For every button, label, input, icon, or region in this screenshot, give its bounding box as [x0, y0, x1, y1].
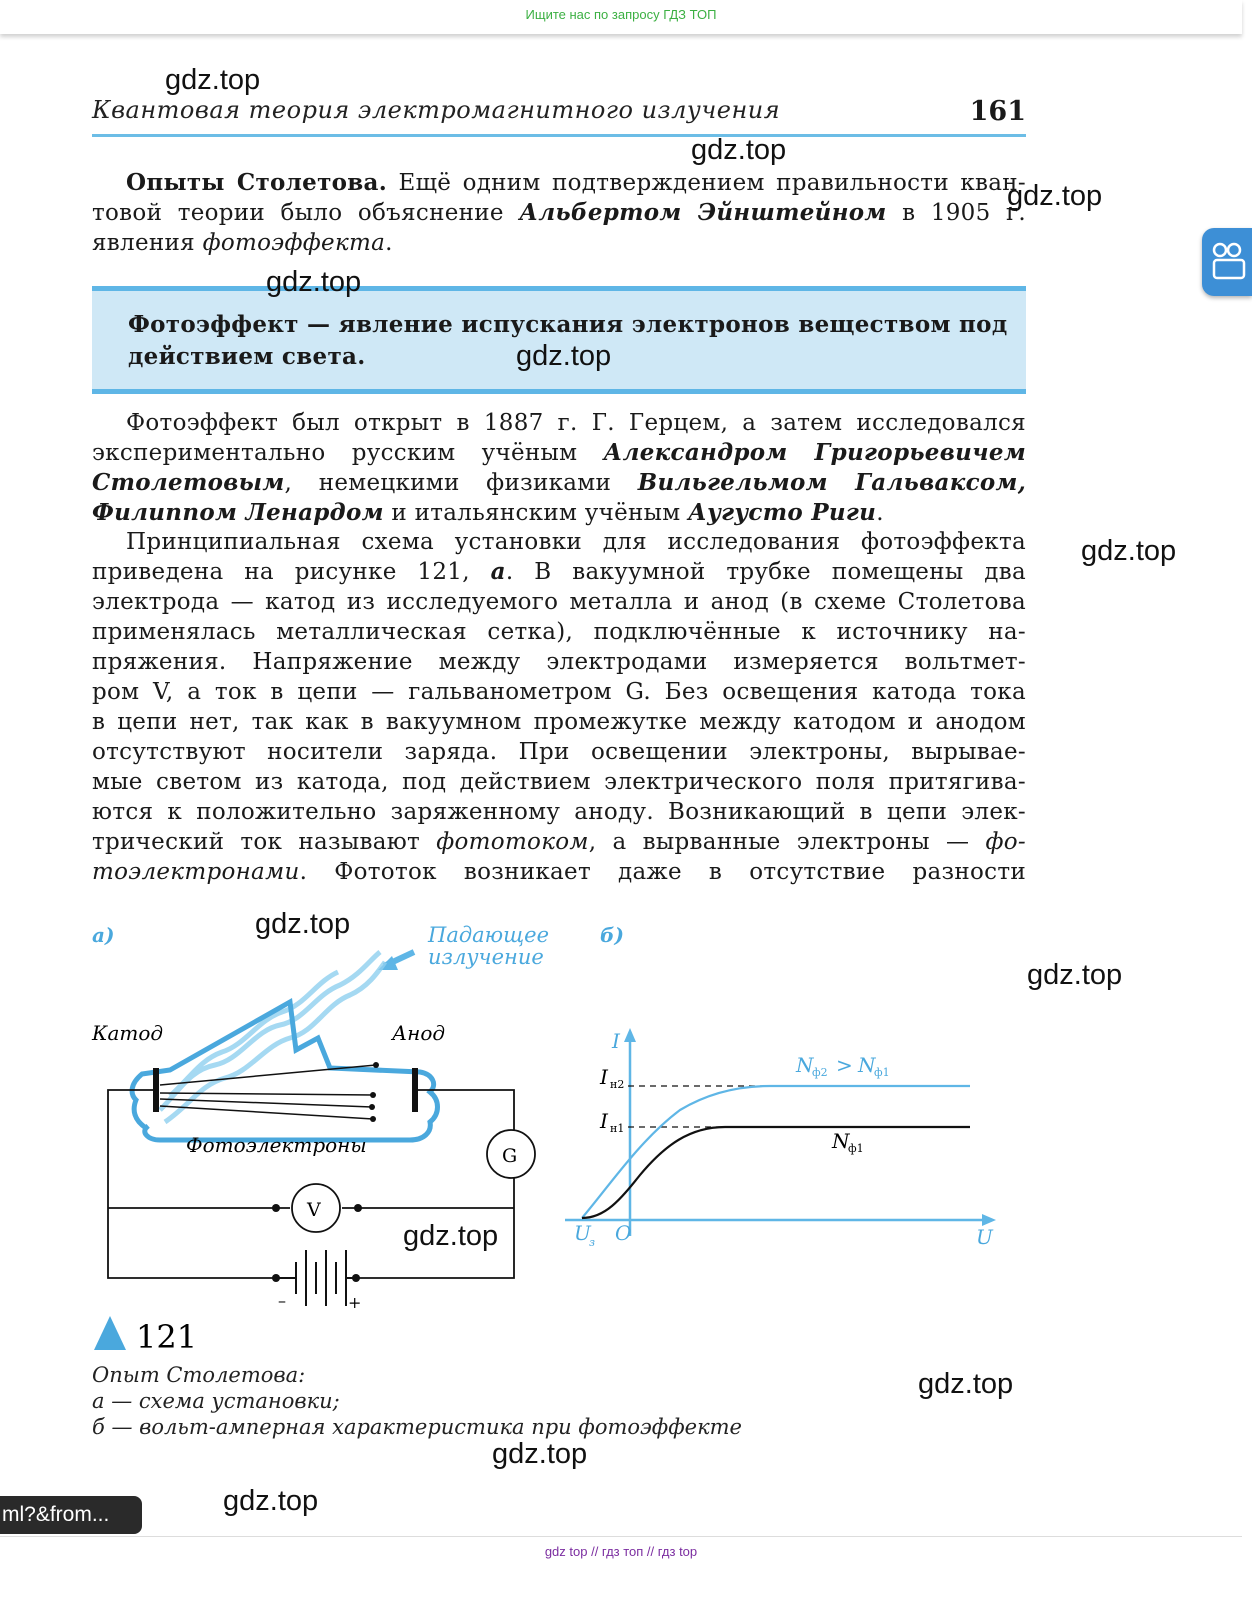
- body-text: , а вырванные электроны —: [588, 829, 986, 855]
- battery: [276, 1250, 356, 1306]
- origin-label: O: [615, 1221, 632, 1245]
- body-line: ются к положительно заряженному аноду. Возникающий в цепи элек-: [92, 799, 1026, 825]
- intro-text: Ещё одним подтверждением правильности кван-: [387, 170, 1026, 196]
- body-line: отсутствуют носители заряда. При освещении электроны, вырывае-: [92, 739, 1026, 765]
- person-name: Аугусто Риги: [688, 499, 877, 526]
- body-line: Фотоэффект был открыт в 1887 г. Г. Герцем, а затем исследовался: [126, 410, 1026, 436]
- body-line: Принципиальная схема установки для исследования фотоэффекта: [126, 529, 1026, 555]
- i-h2-label: I: [600, 1065, 608, 1089]
- battery-minus: –: [278, 1291, 286, 1310]
- figure-caption: [92, 1362, 742, 1440]
- intro-name: Альбертом Эйнштейном: [519, 199, 887, 226]
- voltmeter-label: V: [307, 1199, 321, 1221]
- watermark: gdz.top: [492, 1438, 588, 1470]
- watermark: gdz.top: [516, 340, 612, 372]
- watermark: gdz.top: [223, 1485, 319, 1517]
- i-h1-sub: н1: [610, 1122, 625, 1135]
- watermark: gdz.top: [1007, 180, 1103, 212]
- body-paragraph-1: [92, 408, 1026, 528]
- video-icon: [1210, 236, 1250, 296]
- light-beams: [160, 952, 385, 1122]
- definition-line: действием света.: [128, 343, 366, 370]
- curve-nf1: [582, 1127, 970, 1218]
- intro-text: явления: [92, 230, 203, 256]
- figure-a-label: а): [92, 923, 115, 947]
- curve2-gt: >: [836, 1053, 853, 1077]
- figure-ref: а: [490, 558, 506, 585]
- watermark: gdz.top: [691, 134, 787, 166]
- body-text: и итальянским учёным: [383, 500, 689, 526]
- watermark: gdz.top: [1081, 535, 1177, 567]
- body-text: приведена на рисунке 121,: [92, 559, 491, 585]
- watermark: gdz.top: [403, 1220, 499, 1252]
- watermark: gdz.top: [1027, 959, 1123, 991]
- figure-number-text: 121: [136, 1318, 198, 1356]
- y-axis-label: I: [612, 1029, 620, 1053]
- intro-text: в 1905 г.: [886, 200, 1027, 226]
- anode-electrode: [412, 1068, 418, 1112]
- figure-b-label: б): [600, 923, 624, 947]
- curve-nf2: [582, 1086, 970, 1218]
- anode-label: Анод: [392, 1021, 446, 1045]
- curve1-label: N: [832, 1129, 850, 1153]
- top-banner-text: Ищите нас по запросу ГДЗ ТОП: [525, 7, 717, 22]
- stop-voltage-sub: з: [589, 1236, 595, 1249]
- body-line: в цепи нет, так как в вакуумном промежутке между катодом и анодом: [92, 709, 1026, 735]
- body-line: пряжения. Напряжение между электродами измеряется вольтмет-: [92, 649, 1026, 675]
- terminal-dot: [354, 1204, 362, 1212]
- footer-links[interactable]: gdz top // гдз топ // гдз top: [544, 1544, 698, 1559]
- intro-text: .: [385, 230, 393, 256]
- page-number: 161: [969, 96, 1026, 127]
- body-text: экспериментально русским учёным: [92, 440, 604, 466]
- cathode-electrode: [153, 1068, 159, 1112]
- body-line: мые светом из катода, под действием электрического поля притягива-: [92, 769, 1026, 795]
- curve2-label-a-sub: ф2: [812, 1066, 828, 1079]
- intro-paragraph: [92, 168, 1026, 258]
- person-name: Вильгельмом Гальваксом,: [637, 469, 1026, 496]
- person-name: Филиппом Ленардом: [92, 499, 384, 526]
- watermark: gdz.top: [165, 64, 261, 96]
- x-axis-label: U: [976, 1225, 993, 1249]
- incident-label-1: Падающее: [428, 923, 550, 947]
- watermark: gdz.top: [255, 908, 351, 940]
- caption-line: Опыт Столетова:: [92, 1363, 306, 1387]
- body-line: ром V, а ток в цепи — гальванометром G. Без освещения катода тока: [92, 679, 1026, 705]
- watermark: gdz.top: [266, 266, 362, 298]
- triangle-icon: [94, 1316, 126, 1350]
- watermark: gdz.top: [918, 1368, 1014, 1400]
- url-chip[interactable]: ml?&from...: [0, 1496, 142, 1534]
- body-text: . В вакуумной трубке помещены два: [505, 559, 1026, 585]
- caption-line: а — схема установки;: [92, 1389, 340, 1413]
- stop-voltage-label: U: [574, 1221, 591, 1245]
- side-panel-button[interactable]: [1202, 228, 1252, 296]
- galvanometer-label: G: [502, 1145, 518, 1167]
- photoelectrons-label: Фотоэлектроны: [186, 1133, 367, 1157]
- battery-plus: +: [348, 1293, 362, 1312]
- terminal-dot: [352, 1274, 360, 1282]
- body-text: .: [876, 500, 884, 526]
- incident-label-2: излучение: [428, 945, 544, 969]
- intro-term: фотоэффекта: [202, 230, 386, 256]
- body-text: трический ток называют: [92, 829, 437, 855]
- cathode-label: Катод: [92, 1021, 164, 1045]
- term: фототоком: [436, 829, 589, 855]
- curve2-label-b: N: [858, 1053, 876, 1077]
- body-text: , немецкими физиками: [284, 470, 638, 496]
- person-name: Столетовым: [92, 469, 285, 496]
- person-name: Александром Григорьевичем: [603, 439, 1026, 466]
- terminal-dot: [272, 1274, 280, 1282]
- intro-heading: Опыты Столетова.: [126, 169, 388, 196]
- body-paragraph-2: [92, 527, 1026, 887]
- term: тоэлектронами: [92, 859, 300, 885]
- top-banner[interactable]: [0, 0, 1242, 34]
- curve2-label-a: N: [796, 1053, 814, 1077]
- body-line: применялась металлическая сетка), подключённые к источнику на-: [92, 619, 1026, 645]
- term: фо-: [985, 829, 1026, 855]
- figure-number: [92, 1312, 198, 1356]
- terminal-dot: [272, 1204, 280, 1212]
- body-line: электрода — катод из исследуемого металла и анод (в схеме Столетова: [92, 589, 1026, 615]
- curve1-label-sub: ф1: [848, 1142, 864, 1155]
- curve2-label-b-sub: ф1: [874, 1066, 890, 1079]
- definition-line: Фотоэффект — явление испускания электронов веществом под: [128, 311, 1008, 338]
- i-h1-label: I: [600, 1109, 608, 1133]
- intro-text: товой теории было объяснение: [92, 200, 520, 226]
- running-head: [92, 96, 1026, 137]
- chapter-title: Квантовая теория электромагнитного излучения: [92, 96, 781, 124]
- y-axis-arrow: [624, 1028, 636, 1042]
- footer: [0, 1536, 1242, 1567]
- body-text: . Фототок возникает даже в отсутствие разности: [299, 859, 1026, 885]
- i-h2-sub: н2: [610, 1078, 625, 1091]
- caption-line: б — вольт-амперная характеристика при фотоэффекте: [92, 1415, 742, 1439]
